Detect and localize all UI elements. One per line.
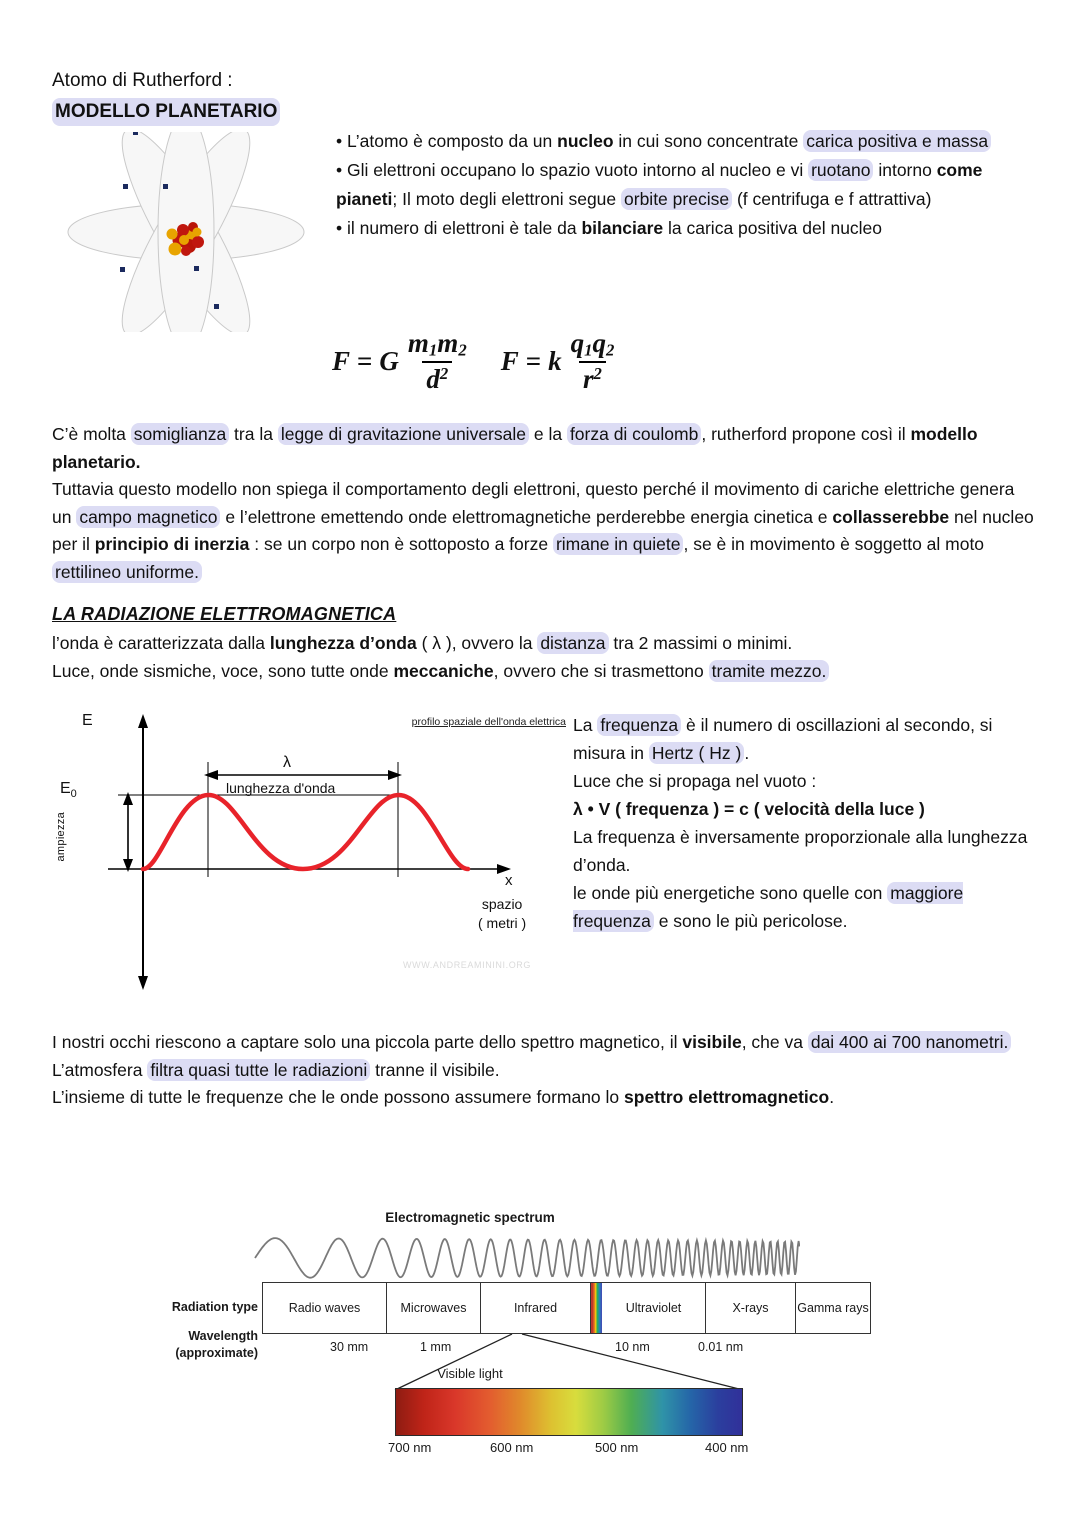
body-text: tra la — [229, 424, 278, 444]
em-visible-tick: 500 nm — [595, 1440, 639, 1455]
body-text: le onde più energetiche sono quelle con — [573, 883, 888, 903]
highlighted-text: tramite mezzo. — [709, 660, 830, 682]
body-text: Luce che si propaga nel vuoto : — [573, 771, 817, 791]
body-text: , che va — [741, 1032, 808, 1052]
paragraph-visibile — [52, 1029, 1037, 1112]
wave-figure-caption: profilo spaziale dell'onda elettrica — [411, 716, 566, 728]
highlighted-text: orbite precise — [621, 188, 732, 210]
body-text: Tuttavia questo modello non spiega il comportamento degli elettroni, questo perché il movimento di cariche elettriche genera un — [52, 479, 1015, 527]
em-wavelength-tick: 10 nm — [615, 1340, 650, 1354]
highlighted-text: rimane in quiete — [553, 533, 684, 555]
body-text: I nostri occhi riescono a captare solo una piccola parte dello spettro magnetico, il — [52, 1032, 683, 1052]
body-text: L’atmosfera — [52, 1059, 148, 1080]
emphasis-text: λ • V ( frequenza ) = c ( velocità della luce ) — [573, 799, 925, 819]
body-text: la carica positiva del nucleo — [663, 218, 883, 238]
highlighted-text: rettilineo uniforme. — [52, 561, 202, 583]
highlighted-text: maggiore frequenza — [573, 883, 964, 931]
em-band-cell: Ultraviolet — [602, 1283, 706, 1333]
wave-axis-label-x: x — [505, 872, 513, 889]
frequency-text-column — [573, 711, 1035, 935]
highlighted-text: frequenza — [597, 714, 681, 736]
page-title — [52, 68, 280, 126]
body-text: (f centrifuga e f attrattiva) — [732, 189, 932, 209]
body-text: La — [573, 715, 598, 735]
body-text: : se un corpo non è sottoposto a forze — [249, 534, 553, 554]
body-text: , rutherford propone così il — [701, 424, 911, 444]
body-text: Luce, onde sismiche, voce, sono tutte onde — [52, 660, 394, 681]
emphasis-text: nucleo — [557, 131, 614, 151]
highlighted-text: distanza — [537, 632, 608, 654]
highlighted-text: filtra quasi tutte le radiazioni — [147, 1059, 370, 1081]
em-spectrum-title: Electromagnetic spectrum — [385, 1210, 555, 1225]
body-text: • il numero di elettroni è tale da — [336, 218, 582, 238]
wave-figure — [48, 702, 568, 1002]
formula-gravitation: F = G $\frac{m_1m_2}{d^2}$ — [332, 328, 467, 395]
em-label-radiation-type: Radiation type — [171, 1300, 258, 1314]
emphasis-text: meccaniche — [393, 660, 494, 681]
body-text: intorno — [873, 160, 937, 180]
highlighted-text: ruotano — [808, 159, 873, 181]
em-visible-tick: 600 nm — [490, 1440, 534, 1455]
em-band-cell: X-rays — [706, 1283, 796, 1333]
em-visible-strip — [591, 1283, 602, 1333]
title-line-modello-planetario: MODELLO PLANETARIO — [52, 98, 280, 126]
section-heading-radiazione: LA RADIAZIONE ELETTROMAGNETICA — [52, 604, 397, 624]
rutherford-atom-illustration — [62, 132, 310, 332]
body-text: • L’atomo è composto da un — [336, 131, 558, 151]
title-line-rutherford: Atomo di Rutherford : — [52, 70, 233, 91]
em-wavelength-tick: 1 mm — [420, 1340, 452, 1354]
em-visible-light-bar — [395, 1388, 743, 1436]
wave-axis-label-E: E — [82, 712, 93, 729]
emphasis-text: visibile — [682, 1032, 742, 1052]
emphasis-text: spettro elettromagnetico — [624, 1087, 830, 1107]
atom-icon — [62, 132, 310, 332]
body-text: tra 2 massimi o minimi. — [608, 633, 793, 653]
em-wavelength-tick: 30 mm — [330, 1340, 369, 1354]
body-text: e l’elettrone emettendo onde elettromagnetiche perderebbe energia cinetica e — [220, 506, 833, 527]
wave-label-spazio: spazio ( metri ) — [478, 896, 527, 931]
body-text: . — [829, 1087, 835, 1107]
em-band-cell: Infrared — [481, 1283, 591, 1333]
highlighted-text: forza di coulomb — [567, 423, 701, 445]
body-text: in cui sono concentrate — [613, 131, 804, 151]
body-text: l’onda è caratterizzata dalla — [52, 633, 270, 653]
paragraph-onda — [52, 630, 1037, 685]
bullet-item — [336, 127, 1026, 156]
body-text: è il numero di oscillazioni al secondo, si misura in — [573, 715, 993, 763]
em-chirp-wave — [140, 1228, 800, 1288]
body-text: ; Il moto degli elettroni segue — [392, 189, 622, 209]
highlighted-text: legge di gravitazione universale — [278, 423, 529, 445]
paragraph-rutherford-model — [52, 421, 1037, 586]
body-text: • Gli elettroni occupano lo spazio vuoto intorno al nucleo e vi — [336, 160, 809, 180]
body-text: tranne il visibile. — [370, 1059, 500, 1080]
highlighted-text: Hertz ( Hz ) — [649, 742, 744, 764]
body-text: ( λ ), ovvero la — [416, 633, 538, 653]
wave-label-lunghezza-donda: lunghezza d'onda — [226, 780, 336, 796]
wave-label-lambda: λ — [283, 754, 291, 771]
em-visible-light-caption: Visible light — [437, 1366, 503, 1381]
body-text: , ovvero che si trasmettono — [493, 660, 709, 681]
body-text: e la — [528, 424, 567, 444]
em-label-wavelength: Wavelength (approximate) — [175, 1329, 258, 1360]
body-text: C’è molta — [52, 424, 131, 444]
formula-coulomb: F = k $\frac{q_1q_2}{r^2}$ — [500, 328, 615, 395]
em-visible-tick: 400 nm — [705, 1440, 749, 1455]
em-band-cell: Gamma rays — [797, 1300, 869, 1315]
body-text: . — [744, 743, 750, 763]
wave-label-ampiezza: ampiezza — [55, 812, 67, 862]
wave-label-E0: $E_0$ — [60, 780, 77, 801]
body-text: , se è in movimento è soggetto al moto — [683, 534, 985, 554]
body-text: La frequenza è inversamente proporzionale alla lunghezza d’onda. — [573, 827, 1028, 875]
emphasis-text: come pianeti — [336, 160, 983, 209]
bullet-item — [336, 214, 1026, 243]
emphasis-text: principio di inerzia — [94, 534, 250, 554]
emphasis-text: lunghezza d’onda — [269, 633, 417, 653]
em-band-cell: Microwaves — [387, 1283, 481, 1333]
body-text: nel nucleo per il — [52, 506, 1034, 554]
wave-diagram-svg — [48, 702, 568, 1002]
em-wavelength-tick: 0.01 nm — [698, 1340, 744, 1354]
highlighted-text: campo magnetico — [76, 506, 220, 528]
emphasis-text: modello planetario. — [52, 424, 978, 472]
em-band-table — [262, 1282, 871, 1334]
body-text: L’insieme di tutte le frequenze che le onde possono assumere formano lo — [52, 1087, 625, 1107]
bullet-item — [336, 156, 1026, 214]
emphasis-text: collasserebbe — [832, 506, 950, 527]
highlighted-text: somiglianza — [131, 423, 229, 445]
emphasis-text: bilanciare — [581, 218, 664, 238]
wave-figure-watermark: WWW.ANDREAMININI.ORG — [403, 960, 531, 970]
highlighted-text: carica positiva e massa — [803, 130, 991, 152]
em-spectrum-figure — [140, 1200, 869, 1480]
bullet-list — [336, 127, 1026, 243]
em-band-cell: Radio waves — [263, 1283, 387, 1333]
highlighted-text: dai 400 ai 700 nanometri. — [808, 1031, 1012, 1053]
force-formulas — [332, 330, 672, 394]
em-visible-tick: 700 nm — [388, 1440, 432, 1455]
body-text: e sono le più pericolose. — [653, 911, 848, 931]
